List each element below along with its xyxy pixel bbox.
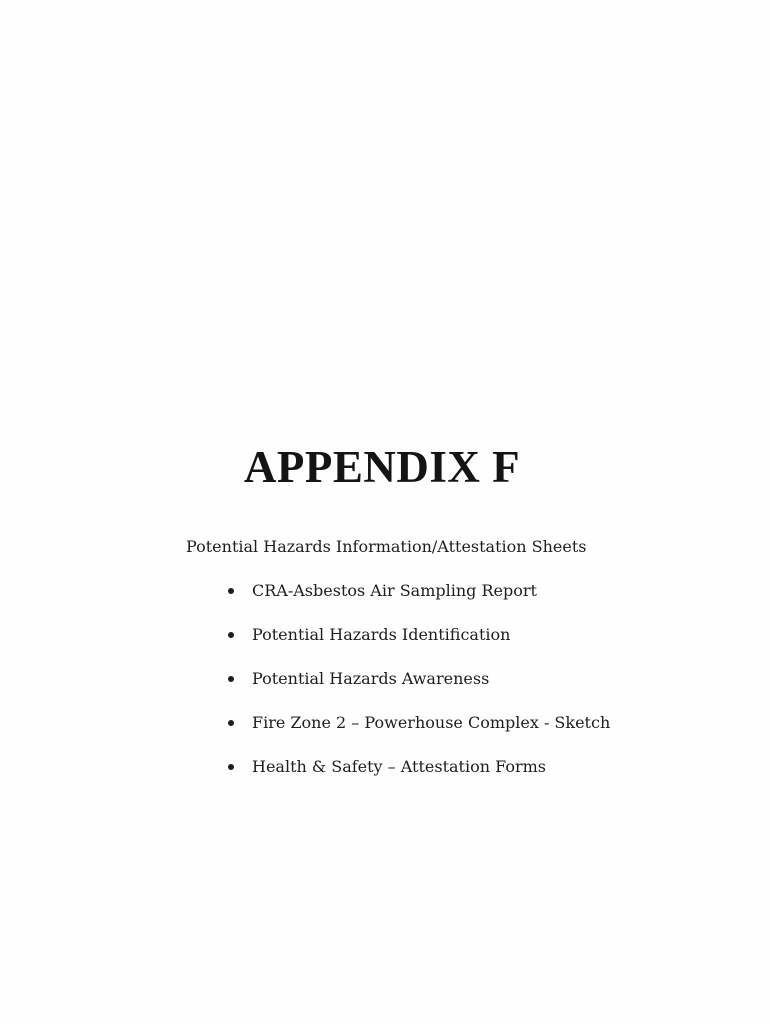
appendix-subtitle: Potential Hazards Information/Attestation Sheets <box>186 537 587 556</box>
list-item-text: CRA-Asbestos Air Sampling Report <box>252 581 537 600</box>
bullet-icon <box>228 676 234 682</box>
list-item-text: Health & Safety – Attestation Forms <box>252 757 546 776</box>
list-item-text: Potential Hazards Identification <box>252 625 511 644</box>
bullet-icon <box>228 720 234 726</box>
bullet-icon <box>228 764 234 770</box>
bullet-icon <box>228 588 234 594</box>
list-item <box>228 711 610 755</box>
appendix-title: APPENDIX F <box>243 442 521 492</box>
list-item <box>228 667 610 711</box>
list-item <box>228 623 610 667</box>
appendix-item-list <box>228 579 610 799</box>
list-item-text: Fire Zone 2 – Powerhouse Complex - Sketch <box>252 713 611 732</box>
list-item <box>228 579 610 623</box>
list-item <box>228 755 610 799</box>
bullet-icon <box>228 632 234 638</box>
list-item-text: Potential Hazards Awareness <box>252 669 490 688</box>
